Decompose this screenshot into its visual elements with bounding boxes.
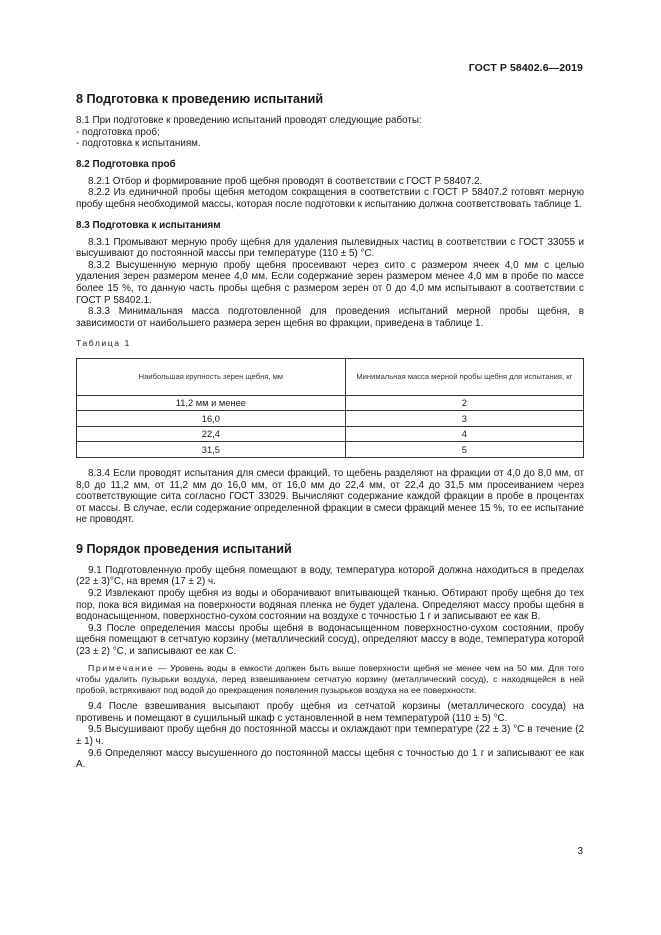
section-8-heading: 8 Подготовка к проведению испытаний bbox=[76, 92, 324, 106]
note-paragraph bbox=[76, 663, 584, 697]
page-number: 3 bbox=[577, 846, 583, 857]
table-row bbox=[77, 442, 584, 458]
page-body bbox=[76, 92, 584, 771]
paragraph-9-4: 9.4 После взвешивания высыпают пробу щебня из сетчатой корзины (металлического сосуда) на противень и помещают в сушильный шкаф с установленной в нем температурой (110 ± 5) °С. bbox=[76, 701, 584, 724]
paragraph-8-3-2: 8.3.2 Высушенную мерную пробу щебня просеивают через сито с размером ячеек 4,0 мм с целью удаления зерен размером менее 4,0 мм. Если содержание зерен размером менее 4,0 мм в пробе по массе более 15 %, то данную часть пробы щебня с размером зерен от 0 до 4,0 мм испытывают в соответствии с ГОСТ Р 58402.1. bbox=[76, 259, 584, 306]
paragraph-8-2-1: 8.2.1 Отбор и формирование проб щебня проводят в соответствии с ГОСТ Р 58407.2. bbox=[88, 175, 483, 187]
paragraph-8-3-1: 8.3.1 Промывают мерную пробу щебня для удаления пылевидных частиц в соответствии с ГОСТ 33055 и высушивают до постоянной массы при температуре (110 ± 5) °С. bbox=[76, 236, 584, 260]
grain-size-cell: 16,0 bbox=[77, 411, 346, 427]
grain-size-cell: 31,5 bbox=[77, 442, 346, 458]
note-text: — Уровень воды в емкости должен быть выше поверхности щебня не менее чем на 50 мм. Для того чтобы удалить пузырьки воздуха, перед взвешиванием сетчатую корзину (металлический сосуд), с находящейся в ней пробой, встряхивают под водой до прекращения появления пузырьков воздуха на ее поверхности. bbox=[76, 662, 584, 696]
column-header-min-mass: Минимальная масса мерной пробы щебня для испытания, кг bbox=[345, 358, 583, 395]
list-item-test-prep: - подготовка к испытаниям. bbox=[76, 138, 201, 150]
paragraph-9-3: 9.3 После определения массы пробы щебня в водонасыщенном поверхностно-сухом состоянии, пробу щебня помещают в сетчатую корзину (металлический сосуд), определяют массу в воде, температура которой (23 ± 2) °С, и записывают ее как С. bbox=[76, 622, 584, 658]
list-item-sample-prep: - подготовка проб; bbox=[76, 126, 160, 138]
paragraph-9-6: 9.6 Определяют массу высушенного до постоянной массы щебня с точностью до 1 г и записывают ее как А. bbox=[76, 747, 584, 771]
column-header-grain-size: Наибольшая крупность зерен щебня, мм bbox=[77, 358, 346, 395]
min-mass-cell: 2 bbox=[345, 395, 583, 411]
min-mass-cell: 4 bbox=[345, 426, 583, 442]
note-label: Примечание bbox=[88, 662, 155, 673]
table-row bbox=[77, 426, 584, 442]
table-1 bbox=[76, 358, 584, 458]
document-number-header: ГОСТ Р 58402.6—2019 bbox=[468, 62, 583, 74]
grain-size-cell: 22,4 bbox=[77, 426, 346, 442]
paragraph-9-1: 9.1 Подготовленную пробу щебня помещают в воду, температура которой должна находиться в пределах (22 ± 3)°С, на время (17 ± 2) ч. bbox=[76, 564, 584, 588]
paragraph-8-2-2: 8.2.2 Из единичной пробы щебня методом сокращения в соответствии с ГОСТ Р 58407.2 готовят мерную пробу щебня необходимой массы, которая после подготовки к испытанию должна соответствовать таблице 1. bbox=[76, 187, 584, 210]
paragraph-9-2: 9.2 Извлекают пробу щебня из воды и оборачивают впитывающей тканью. Обтирают пробу щебня до тех пор, пока вся видимая на поверхности водяная пленка не будет удалена. Определяют массу пробы щебня в водонасыщенном, поверхностно-сухом состоянии на воздухе с точностью 1 г и записывают ее как В. bbox=[76, 588, 584, 623]
section-9-heading: 9 Порядок проведения испытаний bbox=[76, 541, 292, 556]
table-header-row bbox=[77, 358, 584, 395]
section-8-3-heading: 8.3 Подготовка к испытаниям bbox=[76, 219, 221, 231]
paragraph-8-3-3: 8.3.3 Минимальная масса подготовленной для проведения испытаний мерной пробы щебня, в зависимости от наибольшего размера зерен щебня во фракции, приведена в таблице 1. bbox=[76, 306, 584, 329]
section-8-2-heading: 8.2 Подготовка проб bbox=[76, 158, 176, 170]
paragraph-8-1: 8.1 При подготовке к проведению испытаний проводят следующие работы: bbox=[76, 115, 422, 126]
grain-size-cell: 11,2 мм и менее bbox=[77, 395, 346, 411]
min-mass-cell: 3 bbox=[345, 411, 583, 427]
table-row bbox=[77, 411, 584, 427]
table-1-caption: Таблица 1 bbox=[76, 338, 131, 349]
paragraph-8-3-4: 8.3.4 Если проводят испытания для смеси фракций, то щебень разделяют на фракции от 4,0 до 8,0 мм, от 8,0 до 11,2 мм, от 11,2 мм до 16,0 мм, от 16,0 мм до 22,4 мм, от 22,4 до 31,5 мм просеиванием через соответствующие сита согласно ГОСТ 33029. Вычисляют содержание каждой фракции в пробе в процентах от массы. В случае, если содержание определенной фракции в смеси фракций менее 15 %, то ее испытание не проводят. bbox=[76, 467, 584, 526]
paragraph-9-5: 9.5 Высушивают пробу щебня до постоянной массы и охлаждают при температуре (22 ± 3) °С в течение (2 ± 1) ч. bbox=[76, 724, 584, 748]
table-row bbox=[77, 395, 584, 411]
min-mass-cell: 5 bbox=[345, 442, 583, 458]
